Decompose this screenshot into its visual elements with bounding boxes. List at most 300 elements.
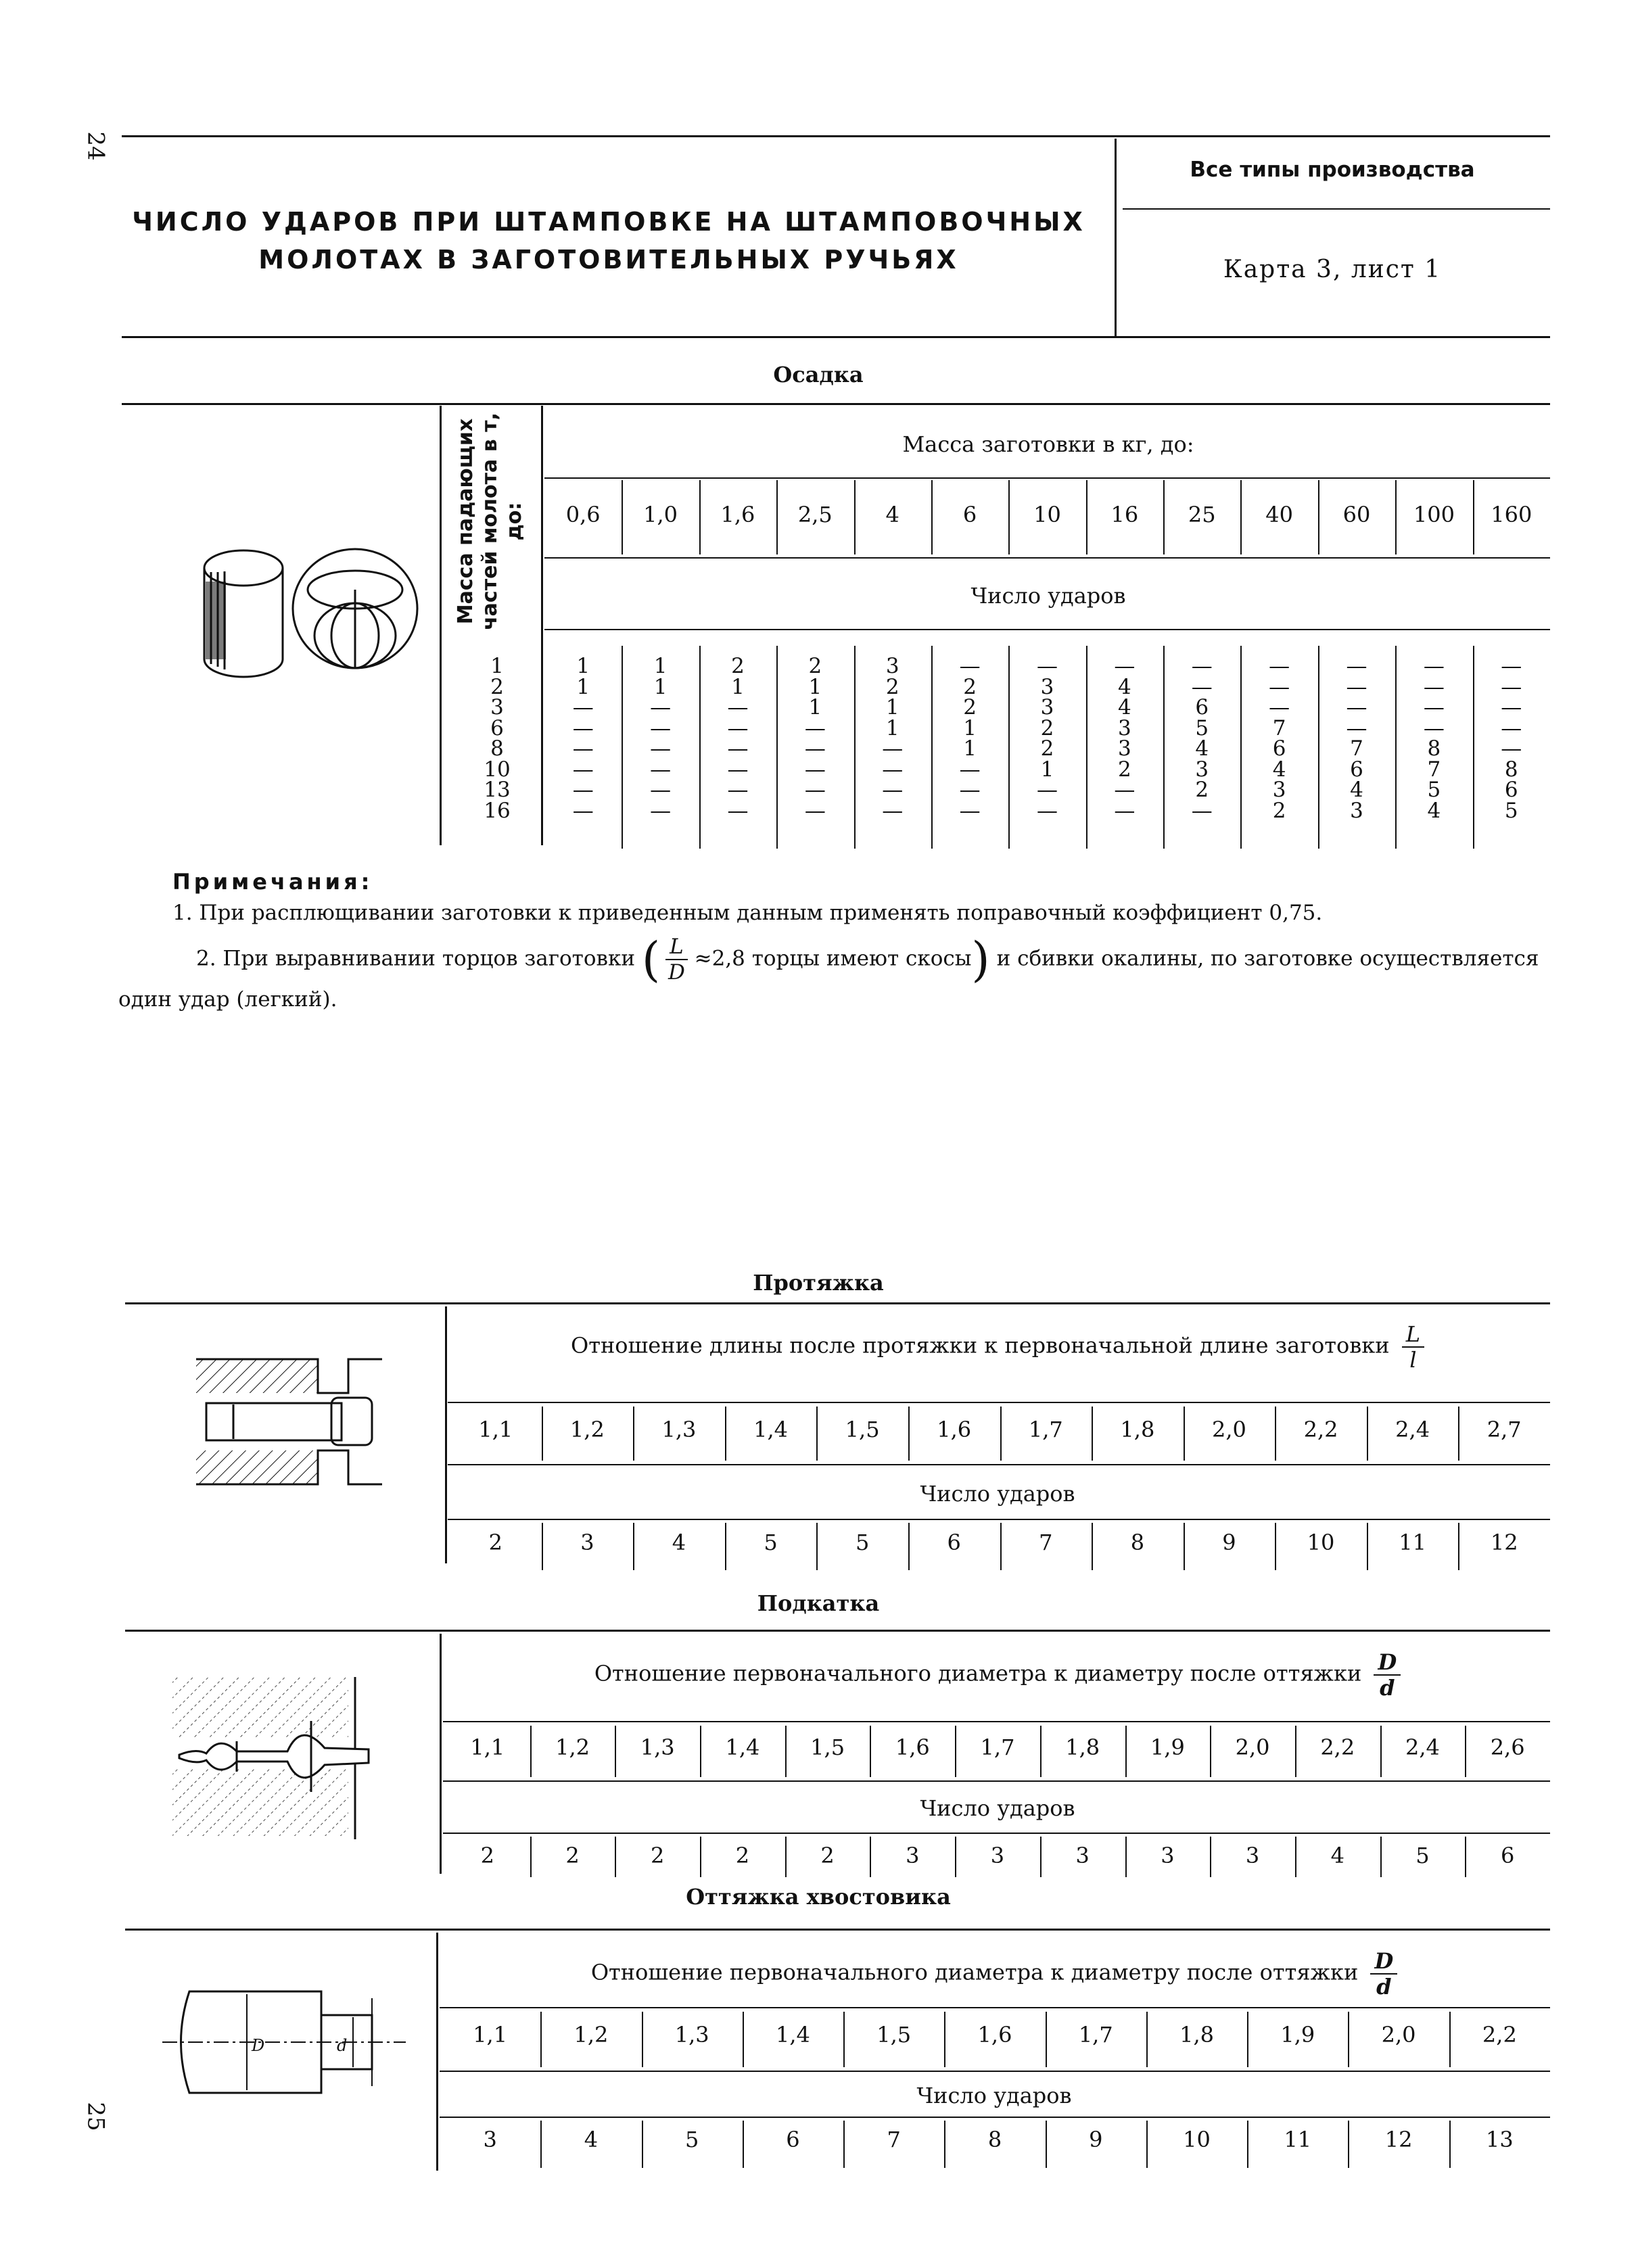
protyazhka-strikes-cell: 10: [1307, 1530, 1335, 1555]
strike-value: 2: [1195, 778, 1209, 802]
protyazhka-strikes-cell: 8: [1130, 1530, 1145, 1555]
strike-value: —: [572, 695, 594, 719]
ottyazhka-strikes-cell: 4: [584, 2127, 599, 2152]
protyazhka-ratios-cell: 2,2: [1303, 1417, 1338, 1442]
osadka-strikes-header: Число ударов: [970, 583, 1126, 609]
strike-value: 1: [885, 695, 899, 719]
strike-value: —: [572, 757, 594, 782]
podkatka-ratios-cell: 2,6: [1490, 1734, 1525, 1760]
mass-value: 10: [1033, 502, 1061, 527]
strike-value: —: [1114, 798, 1136, 823]
column-divider: [1380, 1726, 1382, 1777]
column-divider: [1000, 1407, 1002, 1461]
protyazhka-ratios-cell: 1,2: [569, 1417, 605, 1442]
strike-value: —: [1346, 695, 1367, 719]
strike-value: —: [650, 778, 672, 802]
column-divider: [743, 2012, 744, 2067]
mass-value: 1,6: [720, 502, 755, 527]
column-divider: [1458, 1407, 1459, 1461]
podkatka-strikes-cell: 6: [1500, 1843, 1515, 1868]
svg-text:D: D: [252, 2036, 265, 2055]
strike-value: —: [1501, 695, 1522, 719]
strike-value: 3: [1195, 757, 1209, 782]
podkatka-title: Подкатка: [757, 1590, 880, 1616]
strike-value: —: [1501, 736, 1522, 761]
column-divider: [542, 1523, 543, 1570]
column-divider: [870, 1726, 871, 1777]
column-divider: [1275, 1523, 1276, 1570]
column-divider: [908, 1523, 910, 1570]
column-divider: [540, 2121, 542, 2168]
strike-value: —: [1423, 674, 1445, 699]
mass-value: 16: [1110, 502, 1139, 527]
strike-value: —: [1191, 674, 1213, 699]
mass-value: 0,6: [565, 502, 601, 527]
strike-value: 1: [963, 736, 977, 761]
column-divider: [1295, 1726, 1296, 1777]
column-divider: [1465, 1726, 1466, 1777]
ottyazhka-strikes-header: Число ударов: [916, 2083, 1072, 2108]
strike-value: 6: [1195, 695, 1209, 719]
note-1: 1. При расплющивании заготовки к приведенным данным применять поправочный коэффициент 0,75.: [172, 901, 1323, 925]
strike-value: —: [727, 798, 749, 823]
column-divider: [843, 2121, 845, 2168]
strike-value: 1: [885, 715, 899, 740]
mass-column-divider: [1008, 480, 1010, 554]
podkatka-ratios-cell: 1,8: [1065, 1734, 1100, 1760]
header-mid-rule: [1123, 208, 1550, 210]
column-divider: [743, 2121, 744, 2168]
strike-value: 2: [1040, 736, 1054, 761]
protyazhka-ratios-cell: 2,4: [1395, 1417, 1430, 1442]
strike-value: —: [727, 736, 749, 761]
production-type: Все типы производства: [1190, 158, 1475, 182]
column-divider: [1449, 2012, 1451, 2067]
strike-value: 2: [1118, 757, 1131, 782]
strike-value: 4: [1118, 674, 1131, 699]
strike-value: —: [804, 757, 826, 782]
strike-value: —: [1269, 654, 1290, 678]
protyazhka-strikes-cell: 5: [855, 1530, 870, 1555]
protyazhka-strikes-cell: 3: [580, 1530, 594, 1555]
mass-column-divider: [854, 480, 856, 554]
column-divider: [725, 1407, 726, 1461]
ottyazhka-ratios-cell: 1,4: [776, 2022, 810, 2048]
strike-value: 3: [1040, 695, 1054, 719]
protyazhka-ratios-cell: 1,5: [845, 1417, 880, 1442]
osadka-left-rule: [440, 406, 442, 845]
column-divider: [1275, 1407, 1276, 1461]
strike-value: —: [1114, 654, 1136, 678]
protyazhka-title: Протяжка: [753, 1270, 884, 1296]
strike-value: —: [650, 695, 672, 719]
column-divider: [785, 1837, 787, 1877]
podkatka-strikes-cell: 2: [565, 1843, 580, 1868]
strike-value: 3: [1350, 798, 1363, 823]
protyazhka-strikes-cell: 9: [1222, 1530, 1236, 1555]
strike-value: —: [1346, 715, 1367, 740]
osadka-mass-header: Масса заготовки в кг, до:: [902, 431, 1194, 457]
osadka-mass-rule: [544, 477, 1550, 479]
podkatka-strikes-cell: 3: [1161, 1843, 1175, 1868]
ottyazhka-strikes-cell: 7: [887, 2127, 901, 2152]
strike-value: 2: [1272, 798, 1286, 823]
strike-value: —: [1501, 654, 1522, 678]
strike-value: —: [727, 715, 749, 740]
column-divider: [955, 1837, 956, 1877]
strike-value: 2: [963, 695, 977, 719]
protyazhka-strikes-cell: 4: [672, 1530, 686, 1555]
mass-column-divider: [622, 480, 623, 554]
column-divider: [542, 1407, 543, 1461]
strike-value: —: [882, 736, 904, 761]
strike-value: —: [1036, 798, 1058, 823]
strike-value: —: [572, 778, 594, 802]
osadka-strike-rule: [544, 557, 1550, 559]
column-divider: [1367, 1407, 1368, 1461]
column-divider: [1458, 1523, 1459, 1570]
ottyazhka-top-rule: [125, 1929, 1550, 1931]
page-number-bottom: 25: [82, 2102, 110, 2131]
mass-column-divider: [1318, 480, 1319, 554]
column-divider: [642, 2121, 643, 2168]
column-divider: [1247, 2121, 1248, 2168]
column-divider: [816, 1523, 818, 1570]
podkatka-ratios-cell: 2,2: [1320, 1734, 1355, 1760]
strike-value: —: [1036, 778, 1058, 802]
column-divider: [725, 1523, 726, 1570]
protyazhka-strikes-header: Число ударов: [920, 1481, 1075, 1507]
strike-value: —: [1191, 654, 1213, 678]
ottyazhka-strikes-cell: 8: [987, 2127, 1002, 2152]
protyazhka-ratios-cell: 1,1: [478, 1417, 513, 1442]
drawing-die-icon: [193, 1356, 396, 1488]
strike-value: —: [650, 736, 672, 761]
header-bottom-rule: [122, 336, 1550, 338]
podkatka-ratios-cell: 2,4: [1405, 1734, 1440, 1760]
strike-value: 7: [1427, 757, 1441, 782]
column-divider: [1146, 2012, 1148, 2067]
strike-value: —: [727, 757, 749, 782]
strike-value: 3: [1040, 674, 1054, 699]
strike-value: 4: [1118, 695, 1131, 719]
hammer-mass-column: 1 2 3 6 8 10 13 16: [484, 654, 511, 823]
strike-value: —: [959, 778, 981, 802]
strike-value: —: [1501, 715, 1522, 740]
protyazhka-strikes-cell: 12: [1490, 1530, 1518, 1555]
osadka-row-header: Масса падающих частей молота в т, до:: [454, 412, 526, 630]
ottyazhka-ratios-cell: 1,2: [574, 2022, 609, 2048]
ottyazhka-strikes-cell: 11: [1284, 2127, 1312, 2152]
strike-value: —: [804, 736, 826, 761]
ottyazhka-strikes-cell: 3: [483, 2127, 497, 2152]
strike-value: 4: [1195, 736, 1209, 761]
osadka-label-rule: [541, 406, 543, 845]
strike-value: 4: [1272, 757, 1286, 782]
protyazhka-ratios-cell: 1,6: [937, 1417, 972, 1442]
strike-value: 1: [808, 695, 822, 719]
protyazhka-strike-rule: [448, 1464, 1550, 1465]
column-divider: [1125, 1726, 1127, 1777]
strike-value: —: [882, 757, 904, 782]
strike-value: 5: [1427, 778, 1441, 802]
protyazhka-strikes-cell: 2: [488, 1530, 502, 1555]
mass-value: 160: [1491, 502, 1532, 527]
rolling-die-icon: [166, 1674, 396, 1843]
podkatka-strikes-cell: 5: [1415, 1843, 1430, 1868]
strike-value: —: [882, 798, 904, 823]
protyazhka-strikes-cell: 5: [764, 1530, 778, 1555]
column-divider: [1092, 1523, 1093, 1570]
protyazhka-strikes-rule: [448, 1519, 1550, 1520]
column-divider: [530, 1726, 532, 1777]
ottyazhka-strikes-cell: 13: [1485, 2127, 1514, 2152]
strike-value: 5: [1504, 798, 1518, 823]
strike-value: —: [959, 798, 981, 823]
column-divider: [1146, 2121, 1148, 2168]
mass-column-divider: [1163, 480, 1165, 554]
column-divider: [908, 1407, 910, 1461]
column-divider: [615, 1726, 616, 1777]
column-divider: [785, 1726, 787, 1777]
podkatka-ratios-cell: 1,3: [640, 1734, 675, 1760]
strike-value: 5: [1195, 715, 1209, 740]
column-divider: [540, 2012, 542, 2067]
podkatka-top-rule: [125, 1630, 1550, 1632]
header-divider: [1115, 139, 1117, 336]
mass-value: 25: [1188, 502, 1216, 527]
podkatka-strikes-cell: 2: [735, 1843, 750, 1868]
column-divider: [615, 1837, 616, 1877]
strike-value: —: [650, 798, 672, 823]
ottyazhka-ratios-cell: 1,8: [1179, 2022, 1214, 2048]
ottyazhka-ratios-cell: 1,3: [674, 2022, 709, 2048]
strike-value: —: [1423, 695, 1445, 719]
column-divider: [1125, 1837, 1127, 1877]
strike-value: 1: [963, 715, 977, 740]
column-divider: [1367, 1523, 1368, 1570]
podkatka-left-rule: [440, 1634, 442, 1874]
mass-column-divider: [931, 480, 933, 554]
podkatka-ratios-cell: 1,1: [470, 1734, 505, 1760]
protyazhka-ratios-cell: 1,8: [1120, 1417, 1155, 1442]
podkatka-strikes-cell: 3: [906, 1843, 920, 1868]
column-divider: [1184, 1407, 1185, 1461]
strike-value: 3: [1118, 736, 1131, 761]
column-divider: [816, 1407, 818, 1461]
column-divider: [1000, 1523, 1002, 1570]
column-divider: [1465, 1837, 1466, 1877]
strike-value: 2: [885, 674, 899, 699]
strike-value: —: [727, 695, 749, 719]
column-divider: [1040, 1837, 1042, 1877]
strike-value: 1: [1040, 757, 1054, 782]
column-divider: [1380, 1837, 1382, 1877]
strike-value: —: [572, 798, 594, 823]
strike-value: —: [572, 736, 594, 761]
mass-column-divider: [1086, 480, 1087, 554]
mass-column-divider: [776, 480, 778, 554]
strike-value: —: [1269, 695, 1290, 719]
mass-value: 40: [1265, 502, 1293, 527]
strike-value: —: [1423, 654, 1445, 678]
strike-value: 1: [731, 674, 745, 699]
column-divider: [633, 1407, 634, 1461]
strike-value: —: [1191, 798, 1213, 823]
strike-value: —: [882, 778, 904, 802]
column-divider: [1184, 1523, 1185, 1570]
podkatka-ratios-cell: 1,6: [895, 1734, 930, 1760]
protyazhka-ratio-header: Отношение длины после протяжки к первоначальной длине заготовки $\frac{L}{l}$: [450, 1322, 1545, 1372]
column-divider: [700, 1726, 701, 1777]
column-divider: [1040, 1726, 1042, 1777]
column-divider: [530, 1837, 532, 1877]
strike-value: 2: [963, 674, 977, 699]
protyazhka-strikes-cell: 11: [1399, 1530, 1426, 1555]
osadka-body-rule: [544, 629, 1550, 630]
strike-value: —: [1346, 654, 1367, 678]
column-divider: [1210, 1837, 1211, 1877]
ottyazhka-title: Оттяжка хвостовика: [686, 1884, 951, 1910]
ottyazhka-left-rule: [436, 1933, 438, 2171]
ottyazhka-ratios-cell: 2,0: [1381, 2022, 1416, 2048]
mass-value: 100: [1413, 502, 1455, 527]
protyazhka-left-rule: [445, 1306, 447, 1563]
mass-value: 4: [885, 502, 899, 527]
column-divider: [944, 2012, 945, 2067]
strike-value: 7: [1272, 715, 1286, 740]
strike-value: —: [1423, 715, 1445, 740]
ottyazhka-ratios-cell: 1,6: [977, 2022, 1012, 2048]
column-divider: [1046, 2012, 1047, 2067]
upsetting-billet-icon: [183, 541, 426, 690]
mass-value: 60: [1342, 502, 1371, 527]
note-2-cont: один удар (легкий).: [118, 987, 337, 1012]
podkatka-strikes-cell: 3: [1245, 1843, 1260, 1868]
strike-value: 2: [731, 654, 745, 678]
mass-value: 2,5: [797, 502, 833, 527]
podkatka-strikes-cell: 3: [990, 1843, 1005, 1868]
notes-heading: Примечания:: [172, 869, 373, 895]
osadka-title: Осадка: [773, 362, 864, 387]
strike-value: 3: [885, 654, 899, 678]
column-divider: [642, 2012, 643, 2067]
podkatka-strikes-cell: 3: [1075, 1843, 1090, 1868]
ottyazhka-ratios-cell: 1,1: [473, 2022, 508, 2048]
podkatka-ratio-rule: [443, 1721, 1550, 1722]
protyazhka-ratios-cell: 1,3: [661, 1417, 697, 1442]
svg-text:d: d: [337, 2036, 348, 2055]
strike-value: —: [650, 757, 672, 782]
strike-value: 8: [1427, 736, 1441, 761]
strike-value: 1: [653, 654, 668, 678]
ottyazhka-ratio-rule: [440, 2007, 1550, 2008]
strike-value: 2: [808, 654, 822, 678]
podkatka-ratios-cell: 1,5: [810, 1734, 845, 1760]
strike-value: —: [959, 654, 981, 678]
podkatka-strikes-cell: 2: [820, 1843, 835, 1868]
strike-value: 1: [653, 674, 668, 699]
ottyazhka-ratios-cell: 1,5: [876, 2022, 912, 2048]
mass-column-divider: [1240, 480, 1242, 554]
ottyazhka-ratios-cell: 1,9: [1280, 2022, 1315, 2048]
strike-value: —: [1346, 674, 1367, 699]
strike-value: —: [727, 778, 749, 802]
podkatka-ratios-cell: 1,7: [980, 1734, 1015, 1760]
strike-value: 8: [1504, 757, 1518, 782]
strike-value: 2: [1040, 715, 1054, 740]
podkatka-strikes-cell: 2: [651, 1843, 665, 1868]
ottyazhka-ratios-cell: 1,7: [1078, 2022, 1113, 2048]
ottyazhka-strikes-cell: 5: [684, 2127, 699, 2152]
strike-value: —: [804, 798, 826, 823]
strike-value: 7: [1350, 736, 1363, 761]
strike-value: —: [572, 715, 594, 740]
column-divider: [955, 1726, 956, 1777]
strike-value: —: [959, 757, 981, 782]
strike-value: 1: [808, 674, 822, 699]
ottyazhka-strikes-cell: 6: [786, 2127, 800, 2152]
page-number-top: 24: [82, 131, 110, 161]
protyazhka-ratios-cell: 2,7: [1487, 1417, 1522, 1442]
column-divider: [1092, 1407, 1093, 1461]
strike-value: 4: [1427, 798, 1441, 823]
podkatka-strike-rule: [443, 1780, 1550, 1782]
column-divider: [633, 1523, 634, 1570]
column-divider: [870, 1837, 871, 1877]
note-2: 2. При выравнивании торцов заготовки ( $\frac{L}{D}$ ≈2,8 торцы имеют скосы) и сбивки окалины, по заготовке осуществляется: [196, 932, 1539, 987]
ottyazhka-strikes-cell: 12: [1384, 2127, 1413, 2152]
podkatka-strikes-cell: 2: [480, 1843, 495, 1868]
protyazhka-ratios-cell: 1,7: [1028, 1417, 1063, 1442]
column-divider: [1348, 2012, 1349, 2067]
strike-value: 3: [1118, 715, 1131, 740]
strike-value: —: [1269, 674, 1290, 699]
ottyazhka-ratios-cell: 2,2: [1482, 2022, 1517, 2048]
protyazhka-ratios-cell: 2,0: [1212, 1417, 1246, 1442]
strike-value: 6: [1350, 757, 1363, 782]
column-divider: [700, 1837, 701, 1877]
strike-value: 4: [1350, 778, 1363, 802]
strike-value: 3: [1272, 778, 1286, 802]
protyazhka-ratios-cell: 1,4: [753, 1417, 788, 1442]
column-divider: [1247, 2012, 1248, 2067]
strike-value: —: [1501, 674, 1522, 699]
column-divider: [1295, 1837, 1296, 1877]
card-number: Карта 3, лист 1: [1223, 256, 1442, 283]
podkatka-ratios-cell: 1,9: [1150, 1734, 1185, 1760]
strike-value: 1: [576, 674, 590, 699]
protyazhka-ratio-rule: [448, 1402, 1550, 1403]
podkatka-ratios-cell: 1,2: [555, 1734, 590, 1760]
column-divider: [1046, 2121, 1047, 2168]
page-title: ЧИСЛО УДАРОВ ПРИ ШТАМПОВКЕ НА ШТАМПОВОЧНЫХ МОЛОТАХ В ЗАГОТОВИТЕЛЬНЫХ РУЧЬЯХ: [132, 207, 1085, 275]
strike-value: —: [804, 715, 826, 740]
strike-value: 6: [1272, 736, 1286, 761]
column-divider: [843, 2012, 845, 2067]
header-top-rule: [122, 135, 1550, 137]
strike-value: 6: [1504, 778, 1518, 802]
protyazhka-strikes-cell: 6: [947, 1530, 961, 1555]
mass-column-divider: [699, 480, 701, 554]
column-divider: [1449, 2121, 1451, 2168]
podkatka-strikes-cell: 4: [1330, 1843, 1344, 1868]
strike-value: 1: [576, 654, 590, 678]
ottyazhka-ratio-header: Отношение первоначального диаметра к диаметру после оттяжки $\frac{D}{d}$: [440, 1949, 1549, 1999]
protyazhka-top-rule: [125, 1302, 1550, 1304]
ottyazhka-strike-rule: [440, 2071, 1550, 2072]
strike-value: —: [1114, 778, 1136, 802]
